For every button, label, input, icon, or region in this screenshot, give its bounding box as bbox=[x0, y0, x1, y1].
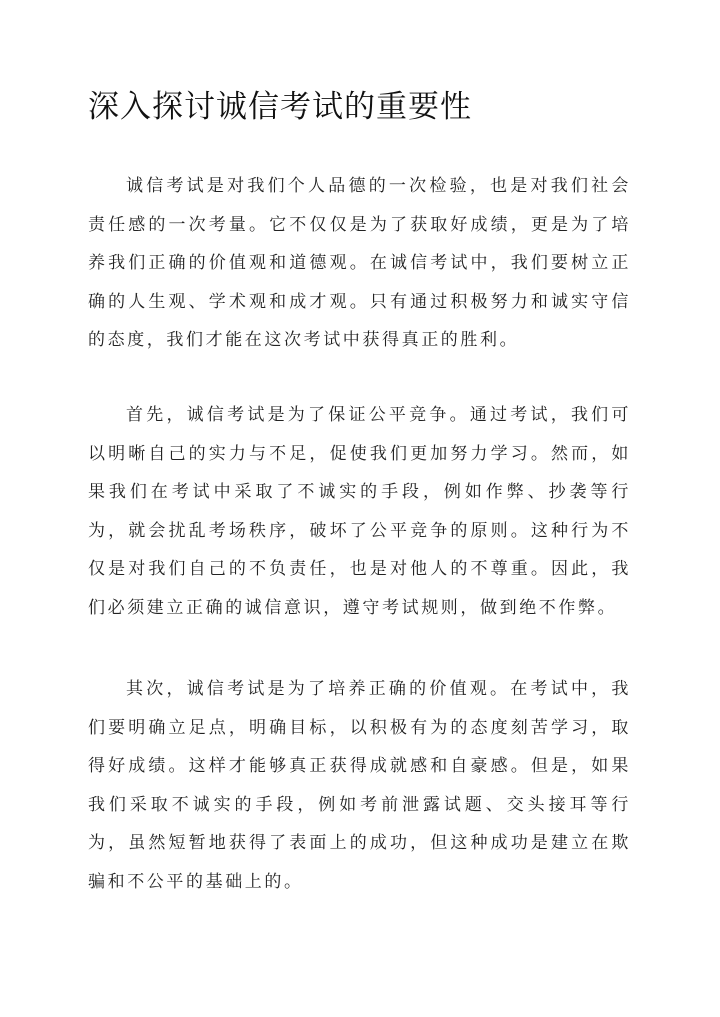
paragraph-3: 其次，诚信考试是为了培养正确的价值观。在考试中，我们要明确立足点，明确目标，以积极有为的态度刻苦学习，取得好成绩。这样才能够真正获得成就感和自豪感。但是，如果我们采取不诚实的手段，例如考前泄露试题、交头接耳等行为，虽然短暂地获得了表面上的成功，但这种成功是建立在欺骗和不公平的基础上的。 bbox=[88, 679, 631, 892]
paragraph-2: 首先，诚信考试是为了保证公平竞争。通过考试，我们可以明晰自己的实力与不足，促使我们更加努力学习。然而，如果我们在考试中采取了不诚实的手段，例如作弊、抄袭等行为，就会扰乱考场秩序，破坏了公平竞争的原则。这种行为不仅是对我们自己的不负责任，也是对他人的不尊重。因此，我们必须建立正确的诚信意识，遵守考试规则，做到绝不作弊。 bbox=[88, 405, 631, 618]
paragraph-1: 诚信考试是对我们个人品德的一次检验，也是对我们社会责任感的一次考量。它不仅仅是为了获取好成绩，更是为了培养我们正确的价值观和道德观。在诚信考试中，我们要树立正确的人生观、学术观和成才观。只有通过积极努力和诚实守信的态度，我们才能在这次考试中获得真正的胜利。 bbox=[88, 176, 631, 351]
document-title: 深入探讨诚信考试的重要性 bbox=[88, 89, 472, 125]
